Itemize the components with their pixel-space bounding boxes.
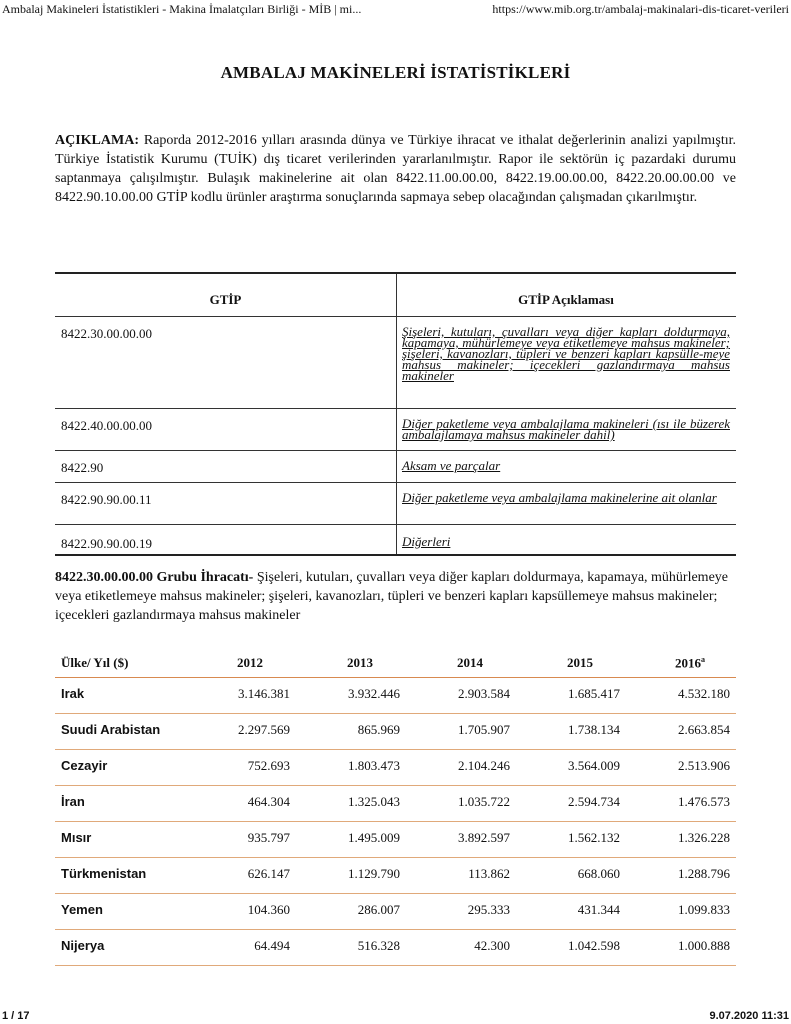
value-cell: 2.513.906	[678, 758, 730, 773]
description-paragraph	[55, 131, 736, 207]
group-heading	[55, 568, 736, 625]
year-header: 2014	[457, 655, 483, 670]
table-row	[55, 678, 736, 714]
year-header-2016	[645, 655, 735, 671]
gtip-desc-header: GTİP Açıklaması	[518, 292, 614, 307]
gtip-code: 8422.30.00.00.00	[61, 326, 152, 341]
gtip-description: Diğer paketleme veya ambalajlama makinelerine ait olanlar	[402, 490, 717, 505]
table-row	[55, 894, 736, 930]
value-cell: 1.129.790	[348, 866, 400, 881]
value-cell: 2.104.246	[458, 758, 510, 773]
row-divider	[55, 524, 736, 525]
table-row	[55, 930, 736, 966]
gtip-code: 8422.40.00.00.00	[61, 418, 152, 433]
gtip-header: GTİP	[209, 292, 242, 307]
value-cell: 431.344	[577, 902, 620, 917]
page-counter: 1 / 17	[2, 1010, 30, 1022]
country-cell: Türkmenistan	[61, 866, 147, 881]
country-cell: Nijerya	[61, 938, 105, 953]
table-row	[55, 822, 736, 858]
value-cell: 1.035.722	[458, 794, 510, 809]
group-label: 8422.30.00.00.00 Grubu İhracatı-	[55, 570, 254, 585]
table-row	[55, 714, 736, 750]
gtip-code: 8422.90.90.00.11	[61, 492, 152, 507]
value-cell: 865.969	[357, 722, 400, 737]
value-cell: 1.803.473	[348, 758, 400, 773]
value-cell: 1.705.907	[458, 722, 510, 737]
row-divider	[55, 408, 736, 409]
value-cell: 2.594.734	[568, 794, 620, 809]
value-cell: 516.328	[357, 938, 400, 953]
table-row	[55, 786, 736, 822]
country-cell: Cezayir	[61, 758, 108, 773]
value-cell: 4.532.180	[678, 686, 730, 701]
country-cell: Suudi Arabistan	[61, 722, 161, 737]
year-label: 2016	[675, 655, 701, 671]
value-cell: 295.333	[467, 902, 510, 917]
value-cell: 1.562.132	[568, 830, 620, 845]
gtip-description: Diğerleri	[402, 534, 451, 549]
value-cell: 752.693	[247, 758, 290, 773]
page-url[interactable]: https://www.mib.org.tr/ambalaj-makinalari-dis-ticaret-verileri	[492, 2, 789, 16]
description-text: Raporda 2012-2016 yılları arasında dünya ve Türkiye ihracat ve ithalat değerlerinin analizi yapılmıştır. Türkiye İstatistik Kurumu (TUİK) dış ticaret verilerinden yararlanılmıştır. Rapor ile sektörün iç pazardaki durumu saptanmaya çalışılmıştır. Bulaşık makinelerine ait olan 8422.11.00.00.00, 8422.19.00.00.00, 8422.20.00.00.00 ve 8422.90.10.00.00 GTİP kodlu ürünler araştırma sonuçlarında sapmaya sebep olacağından çalışmadan çıkarılmıştır.	[55, 133, 736, 205]
country-cell: Mısır	[61, 830, 92, 845]
value-cell: 1.099.833	[678, 902, 730, 917]
value-cell: 1.325.043	[348, 794, 400, 809]
value-cell: 113.862	[468, 866, 510, 881]
value-cell: 3.932.446	[348, 686, 400, 701]
gtip-code: 8422.90.90.00.19	[61, 536, 152, 551]
row-divider	[55, 482, 736, 483]
value-cell: 3.146.381	[238, 686, 290, 701]
value-cell: 1.685.417	[568, 686, 620, 701]
year-header: 2013	[347, 655, 373, 670]
row-divider	[55, 316, 736, 317]
gtip-table	[55, 272, 736, 556]
gtip-code: 8422.90	[61, 460, 104, 475]
footnote-marker: a	[701, 655, 705, 664]
value-cell: 2.663.854	[678, 722, 730, 737]
country-cell: İran	[61, 794, 85, 809]
value-cell: 464.304	[247, 794, 290, 809]
value-cell: 3.892.597	[458, 830, 510, 845]
description-label: AÇIKLAMA:	[55, 133, 139, 148]
value-cell: 3.564.009	[568, 758, 620, 773]
year-header: 2015	[567, 655, 593, 670]
value-cell: 626.147	[247, 866, 290, 881]
print-timestamp: 9.07.2020 11:31	[709, 1010, 789, 1022]
value-cell: 1.288.796	[678, 866, 730, 881]
value-cell: 1.042.598	[568, 938, 620, 953]
gtip-description: Şişeleri, kutuları, çuvalları veya diğer kapları doldurmaya, kapamaya, mühürlemeye veya etiketlemeye mahsus makineler; şişeleri, kavanozları, tüpleri ve benzeri kapları kapsülle-meye mahsus makineler; içecekleri gazlandırmaya mahsus makineler	[402, 324, 730, 383]
value-cell: 2.903.584	[458, 686, 510, 701]
table-body	[55, 678, 736, 966]
value-cell: 1.000.888	[678, 938, 730, 953]
value-cell: 104.360	[247, 902, 290, 917]
value-cell: 2.297.569	[238, 722, 290, 737]
gtip-description: Diğer paketleme veya ambalajlama makineleri (ısı ile büzerek ambalajlamaya mahsus makineler dahil)	[402, 416, 730, 442]
country-cell: Irak	[61, 686, 85, 701]
value-cell: 1.495.009	[348, 830, 400, 845]
value-cell: 1.738.134	[568, 722, 620, 737]
page-tab-title: Ambalaj Makineleri İstatistikleri - Makina İmalatçıları Birliği - MİB | mi...	[2, 2, 362, 16]
value-cell: 668.060	[577, 866, 620, 881]
row-divider	[55, 450, 736, 451]
country-year-header: Ülke/ Yıl ($)	[61, 655, 129, 670]
group-text: Şişeleri, kutuları, çuvalları veya diğer kapları doldurmaya, kapamaya, mühürlemeye veya etiketlemeye mahsus makineler; şişeleri, kavanozları, tüpleri ve benzeri kapları kapsüllemeye mahsus makineler; içecekleri gazlandırmaya mahsus makineler	[55, 570, 729, 623]
table-row	[55, 858, 736, 894]
value-cell: 64.494	[254, 938, 290, 953]
table-header-row	[55, 647, 736, 678]
year-header: 2012	[237, 655, 263, 670]
value-cell: 286.007	[357, 902, 400, 917]
value-cell: 1.476.573	[678, 794, 730, 809]
value-cell: 1.326.228	[678, 830, 730, 845]
country-cell: Yemen	[61, 902, 103, 917]
value-cell: 42.300	[474, 938, 510, 953]
document-title: AMBALAJ MAKİNELERİ İSTATİSTİKLERİ	[220, 63, 571, 82]
gtip-description: Aksam ve parçalar	[402, 458, 501, 473]
export-table	[55, 647, 736, 966]
table-row	[55, 750, 736, 786]
value-cell: 935.797	[247, 830, 290, 845]
